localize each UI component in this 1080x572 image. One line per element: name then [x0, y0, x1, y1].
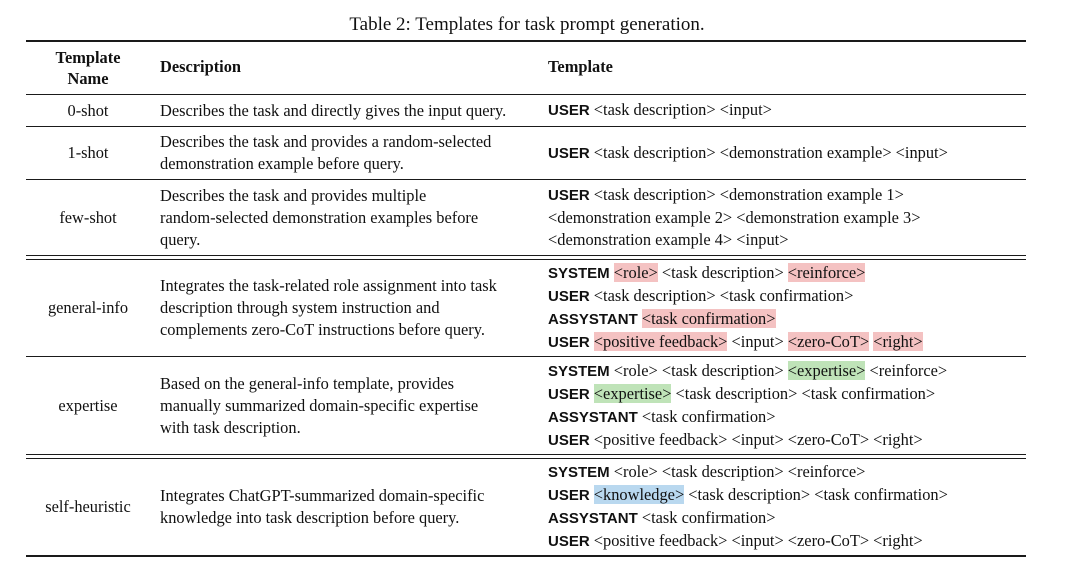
speaker-role: USER	[548, 187, 590, 204]
template-text: <task description> <demonstration example 1>	[589, 185, 904, 204]
template-line	[548, 142, 1026, 165]
highlighted-slot: <expertise>	[593, 383, 672, 403]
row-template	[548, 260, 1026, 356]
row-name	[28, 459, 148, 555]
template-text: <positive feedback> <input> <zero-CoT> <right>	[589, 531, 923, 550]
row-template	[548, 127, 1026, 179]
group-divider-double-top	[26, 255, 1026, 256]
template-text: <task confirmation>	[637, 508, 776, 527]
row-name	[28, 95, 148, 126]
template-line	[548, 331, 1026, 354]
template-text: <reinforce>	[865, 360, 948, 380]
header-template-text: Template	[548, 57, 613, 76]
highlighted-slot: <knowledge>	[593, 485, 685, 504]
speaker-role: USER	[548, 385, 590, 403]
highlighted-slot: <positive feedback>	[593, 332, 728, 351]
description-line: with task description.	[160, 417, 301, 437]
row-template	[548, 95, 1026, 126]
template-line	[548, 229, 1026, 251]
row-description	[160, 127, 540, 179]
speaker-role: ASSYSTANT	[548, 408, 638, 426]
row-description	[160, 180, 540, 255]
template-text: <input>	[727, 332, 788, 351]
template-text: <positive feedback> <input> <zero-CoT> <right>	[589, 429, 923, 449]
speaker-role: ASSYSTANT	[548, 311, 638, 328]
row-template	[548, 357, 1026, 454]
highlighted-slot: <right>	[873, 332, 923, 351]
template-line	[548, 484, 1026, 507]
header-name-line: Template	[55, 48, 121, 67]
row-template	[548, 459, 1026, 555]
template-line	[548, 285, 1026, 308]
description-line: Based on the general-info template, provides	[160, 373, 455, 393]
row-name	[28, 357, 148, 454]
header-description-text: Description	[160, 57, 242, 76]
template-text: <task description> <task confirmation>	[589, 286, 854, 305]
description-line: Describes the task and provides multiple	[160, 185, 427, 205]
header-name-line: Name	[67, 69, 109, 88]
speaker-role: ASSYSTANT	[548, 510, 638, 527]
highlighted-slot: <reinforce>	[787, 263, 866, 282]
template-line	[548, 99, 1026, 122]
template-text: <task description> <task confirmation>	[671, 383, 936, 403]
row-name	[28, 127, 148, 179]
template-line	[548, 406, 1026, 429]
template-name: 1-shot	[67, 143, 109, 162]
template-text: <task description> <demonstration example> <input>	[589, 142, 948, 162]
row-template	[548, 180, 1026, 255]
speaker-role: USER	[548, 144, 590, 162]
template-line	[548, 184, 1026, 207]
template-line	[548, 207, 1026, 229]
description-line: manually summarized domain-specific expertise	[160, 395, 479, 415]
template-text: <demonstration example 4> <input>	[548, 230, 789, 249]
template-line	[548, 308, 1026, 331]
speaker-role: USER	[548, 487, 590, 504]
highlighted-slot: <role>	[613, 263, 658, 282]
row-name	[28, 260, 148, 356]
template-line	[548, 429, 1026, 452]
description-line: Describes the task and directly gives the input query.	[160, 100, 507, 120]
template-line	[548, 461, 1026, 484]
highlighted-slot: <zero-CoT>	[787, 332, 870, 351]
description-line: complements zero-CoT instructions before query.	[160, 320, 485, 339]
speaker-role: USER	[548, 102, 590, 119]
header-template-name	[28, 42, 148, 94]
template-text: <task description>	[657, 263, 788, 282]
template-text: <role> <task description> <reinforce>	[609, 462, 866, 481]
template-text: <task confirmation>	[637, 406, 776, 426]
speaker-role: USER	[548, 334, 590, 351]
template-name: self-heuristic	[45, 497, 131, 516]
template-name: expertise	[58, 395, 118, 415]
row-name	[28, 180, 148, 255]
row-description	[160, 95, 540, 126]
table-bottom-rule	[26, 555, 1026, 557]
template-line	[548, 262, 1026, 285]
description-line: knowledge into task description before query.	[160, 508, 460, 527]
description-line: Describes the task and provides a random-selected	[160, 132, 492, 151]
highlighted-slot: <task confirmation>	[641, 309, 776, 328]
template-text: <task description> <task confirmation>	[684, 485, 948, 504]
description-line: Integrates ChatGPT-summarized domain-specific	[160, 486, 485, 505]
speaker-role: SYSTEM	[548, 265, 610, 282]
speaker-role: SYSTEM	[548, 464, 610, 481]
header-template	[548, 42, 1026, 94]
description-line: demonstration example before query.	[160, 154, 404, 173]
template-name: 0-shot	[67, 100, 109, 120]
speaker-role: USER	[548, 533, 590, 550]
row-description	[160, 459, 540, 555]
template-name: few-shot	[59, 207, 117, 227]
group-divider-double-top	[26, 454, 1026, 455]
template-name: general-info	[47, 298, 129, 317]
speaker-role: SYSTEM	[548, 362, 610, 380]
row-description	[160, 260, 540, 356]
description-line: description through system instruction and	[160, 298, 440, 317]
table-caption: Table 2: Templates for task prompt generation.	[349, 14, 705, 35]
description-line: random-selected demonstration examples before	[160, 207, 479, 227]
highlighted-slot: <expertise>	[787, 360, 866, 380]
header-description	[160, 42, 540, 94]
template-text: <demonstration example 2> <demonstration example 3>	[548, 208, 921, 227]
template-line	[548, 530, 1026, 553]
template-line	[548, 507, 1026, 530]
speaker-role: USER	[548, 288, 590, 305]
template-text: <role> <task description>	[609, 360, 788, 380]
description-line: Integrates the task-related role assignment into task	[160, 276, 497, 295]
speaker-role: USER	[548, 431, 590, 449]
row-description	[160, 357, 540, 454]
template-line	[548, 360, 1026, 383]
template-line	[548, 383, 1026, 406]
description-line: query.	[160, 229, 201, 249]
template-text: <task description> <input>	[589, 100, 772, 119]
